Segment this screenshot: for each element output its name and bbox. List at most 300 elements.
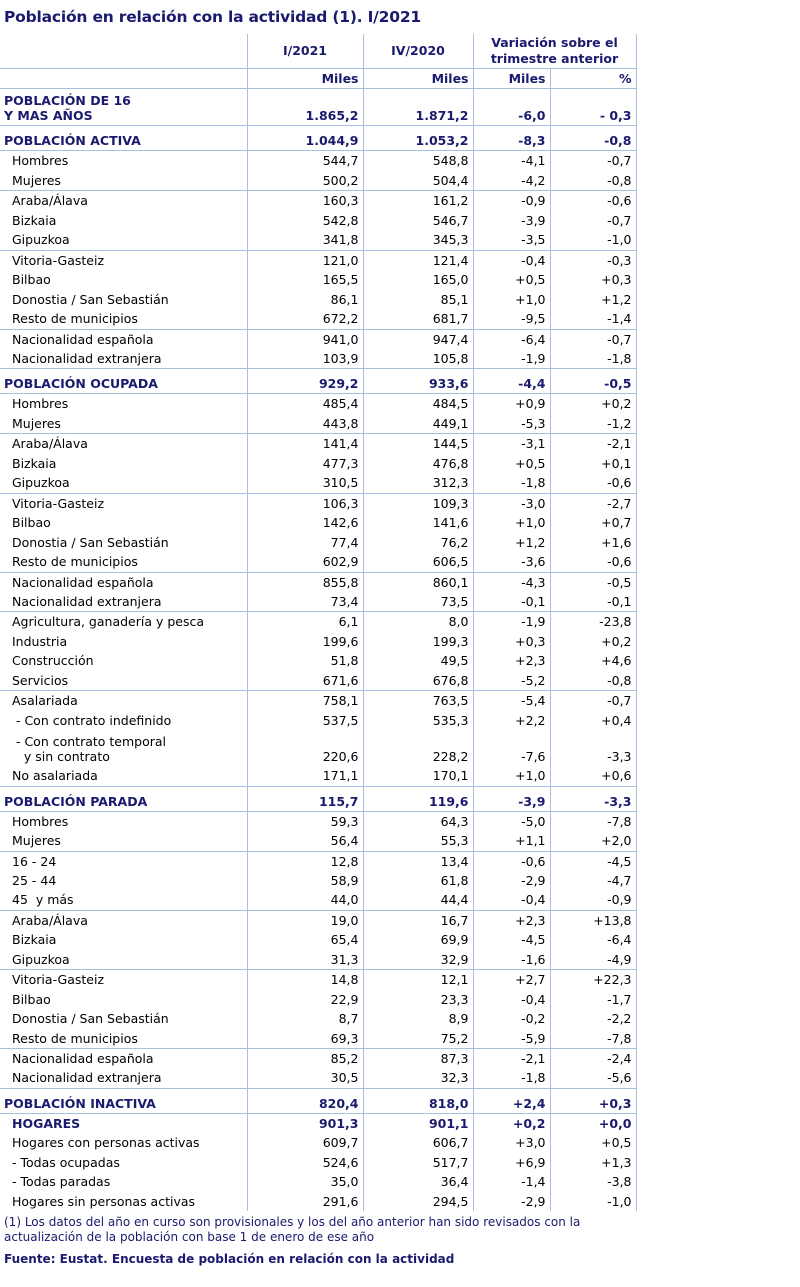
cell-value: -7,8 bbox=[550, 811, 636, 831]
table-row bbox=[0, 970, 636, 990]
cell-value: +2,3 bbox=[473, 910, 550, 930]
cell-value: 61,8 bbox=[363, 871, 473, 890]
table-row bbox=[0, 191, 636, 211]
row-label: Gipuzkoa bbox=[0, 473, 247, 493]
table-row bbox=[0, 434, 636, 454]
cell-value: 76,2 bbox=[363, 533, 473, 552]
cell-value: -3,3 bbox=[550, 786, 636, 811]
cell-value: 87,3 bbox=[363, 1049, 473, 1069]
cell-value: 671,6 bbox=[247, 671, 363, 691]
cell-value: 609,7 bbox=[247, 1133, 363, 1152]
cell-value: 31,3 bbox=[247, 950, 363, 970]
cell-value: -2,4 bbox=[550, 1049, 636, 1069]
cell-value: 12,8 bbox=[247, 851, 363, 871]
cell-value: -1,9 bbox=[473, 612, 550, 632]
table-row bbox=[0, 126, 636, 151]
cell-value: -1,8 bbox=[473, 473, 550, 493]
units-empty-cell bbox=[0, 69, 247, 89]
row-label: POBLACIÓN ACTIVA bbox=[0, 126, 247, 151]
cell-value: 544,7 bbox=[247, 151, 363, 171]
cell-value: -0,6 bbox=[550, 552, 636, 572]
row-label: POBLACIÓN OCUPADA bbox=[0, 369, 247, 394]
table-row bbox=[0, 151, 636, 171]
cell-value: +0,6 bbox=[550, 766, 636, 786]
header-col-current: I/2021 bbox=[247, 34, 363, 69]
cell-value: 345,3 bbox=[363, 230, 473, 250]
cell-value: +0,4 bbox=[550, 711, 636, 730]
cell-value: 13,4 bbox=[363, 851, 473, 871]
cell-value: -0,7 bbox=[550, 151, 636, 171]
row-label: Nacionalidad española bbox=[12, 331, 154, 347]
row-label-line1: POBLACIÓN DE 16 bbox=[4, 93, 131, 109]
footnote: (1) Los datos del año en curso son provisionales y los del año anterior han sido revisados con la actualización de la población con base 1 de enero de ese año bbox=[4, 1215, 581, 1244]
cell-value: 86,1 bbox=[247, 290, 363, 309]
row-label: 16 - 24 bbox=[12, 853, 57, 869]
cell-value: -0,8 bbox=[550, 171, 636, 191]
cell-value: 165,5 bbox=[247, 270, 363, 289]
table-row bbox=[0, 766, 636, 786]
row-label: 45 y más bbox=[0, 890, 247, 910]
cell-value: -4,4 bbox=[473, 369, 550, 394]
cell-value: -5,9 bbox=[473, 1029, 550, 1049]
cell-value: -4,2 bbox=[473, 171, 550, 191]
cell-value: -3,9 bbox=[473, 786, 550, 811]
cell-value: -3,0 bbox=[473, 493, 550, 513]
cell-value: +1,2 bbox=[473, 533, 550, 552]
cell-value: -23,8 bbox=[550, 612, 636, 632]
row-label: Hogares sin personas activas bbox=[12, 1193, 196, 1209]
cell-value: -3,5 bbox=[473, 230, 550, 250]
cell-value: -9,5 bbox=[473, 309, 550, 329]
row-label: - Con contrato indefinido bbox=[12, 712, 172, 728]
header-variation-line1: Variación sobre el bbox=[491, 35, 618, 50]
row-label: Araba/Álava bbox=[12, 193, 88, 209]
cell-value: 312,3 bbox=[363, 473, 473, 493]
cell-value: +0,3 bbox=[550, 1088, 636, 1113]
row-label: Hombres bbox=[12, 813, 69, 829]
cell-value: 75,2 bbox=[363, 1029, 473, 1049]
row-label: Araba/Álava bbox=[12, 912, 88, 928]
cell-value: 85,1 bbox=[363, 290, 473, 309]
cell-value: 602,9 bbox=[247, 552, 363, 572]
table-row bbox=[0, 552, 636, 572]
table-row bbox=[0, 309, 636, 329]
row-label: Nacionalidad española bbox=[12, 574, 154, 590]
cell-value: -2,1 bbox=[473, 1049, 550, 1069]
row-label: Bilbao bbox=[12, 991, 51, 1007]
cell-value: +2,7 bbox=[473, 970, 550, 990]
cell-value: 820,4 bbox=[247, 1088, 363, 1113]
cell-value: -7,8 bbox=[550, 1029, 636, 1049]
cell-value: 171,1 bbox=[247, 766, 363, 786]
cell-value: 477,3 bbox=[247, 454, 363, 473]
table-row bbox=[0, 349, 636, 369]
cell-value: 142,6 bbox=[247, 513, 363, 532]
cell-value: 69,3 bbox=[247, 1029, 363, 1049]
units-col3: Miles bbox=[473, 69, 550, 89]
table-row bbox=[0, 89, 636, 126]
cell-value: 19,0 bbox=[247, 910, 363, 930]
cell-value: 933,6 bbox=[363, 369, 473, 394]
row-label: Resto de municipios bbox=[0, 552, 247, 572]
cell-value: 763,5 bbox=[363, 691, 473, 711]
cell-value: -0,4 bbox=[473, 990, 550, 1009]
cell-value: 103,9 bbox=[247, 349, 363, 369]
cell-value: 758,1 bbox=[247, 691, 363, 711]
header-empty-cell bbox=[0, 34, 247, 69]
row-label: Industria bbox=[12, 633, 68, 649]
row-label: Hombres bbox=[12, 153, 69, 169]
cell-value: 1.871,2 bbox=[363, 89, 473, 126]
cell-value: +0,2 bbox=[550, 632, 636, 651]
cell-value: -0,3 bbox=[550, 250, 636, 270]
cell-value: - 0,3 bbox=[550, 89, 636, 126]
cell-value: +1,3 bbox=[550, 1153, 636, 1172]
cell-value: 30,5 bbox=[247, 1068, 363, 1088]
row-label: Donostia / San Sebastián bbox=[12, 291, 169, 307]
cell-value: 160,3 bbox=[247, 191, 363, 211]
cell-value: 51,8 bbox=[247, 651, 363, 670]
row-label: Construcción bbox=[12, 653, 94, 669]
cell-value: -1,6 bbox=[473, 950, 550, 970]
table-row bbox=[0, 211, 636, 230]
cell-value: 199,3 bbox=[363, 632, 473, 651]
cell-value: 8,7 bbox=[247, 1009, 363, 1028]
cell-value: 818,0 bbox=[363, 1088, 473, 1113]
cell-value: -1,4 bbox=[550, 309, 636, 329]
cell-value: 537,5 bbox=[247, 711, 363, 730]
cell-value: -0,6 bbox=[473, 851, 550, 871]
row-label: Bilbao bbox=[12, 272, 51, 288]
table-row bbox=[0, 1009, 636, 1028]
table-row bbox=[0, 572, 636, 592]
row-label: Vitoria-Gasteiz bbox=[12, 972, 105, 988]
header-col-previous: IV/2020 bbox=[363, 34, 473, 69]
row-label: Hombres bbox=[12, 396, 69, 412]
cell-value: 170,1 bbox=[363, 766, 473, 786]
cell-value: -3,9 bbox=[473, 211, 550, 230]
cell-value: 14,8 bbox=[247, 970, 363, 990]
cell-value: 59,3 bbox=[247, 811, 363, 831]
cell-value: -1,0 bbox=[550, 230, 636, 250]
cell-value: -4,7 bbox=[550, 871, 636, 890]
cell-value: -6,4 bbox=[550, 930, 636, 949]
cell-value: 77,4 bbox=[247, 533, 363, 552]
cell-value: 860,1 bbox=[363, 572, 473, 592]
cell-value: -0,7 bbox=[550, 691, 636, 711]
cell-value: +0,5 bbox=[473, 454, 550, 473]
row-label: Servicios bbox=[0, 671, 247, 691]
cell-value: -0,7 bbox=[550, 329, 636, 349]
cell-value: 524,6 bbox=[247, 1153, 363, 1172]
cell-value: +0,2 bbox=[550, 394, 636, 414]
cell-value: -4,9 bbox=[550, 950, 636, 970]
cell-value: 8,0 bbox=[363, 612, 473, 632]
data-table-wrapper bbox=[0, 34, 637, 1211]
table-row bbox=[0, 1192, 636, 1211]
row-label: - Todas ocupadas bbox=[12, 1154, 120, 1170]
cell-value: -0,6 bbox=[550, 191, 636, 211]
row-label: Vitoria-Gasteiz bbox=[12, 495, 105, 511]
cell-value: 85,2 bbox=[247, 1049, 363, 1069]
cell-value: -0,5 bbox=[550, 369, 636, 394]
cell-value: +1,6 bbox=[550, 533, 636, 552]
table-row bbox=[0, 871, 636, 890]
table-row bbox=[0, 171, 636, 191]
header-variation-line2: trimestre anterior bbox=[490, 51, 619, 66]
cell-value: +0,5 bbox=[473, 270, 550, 289]
cell-value: 22,9 bbox=[247, 990, 363, 1009]
cell-value: +13,8 bbox=[550, 910, 636, 930]
cell-value: -0,7 bbox=[550, 211, 636, 230]
table-row bbox=[0, 414, 636, 434]
table-row bbox=[0, 671, 636, 691]
cell-value: -1,4 bbox=[473, 1172, 550, 1191]
row-label: Asalariada bbox=[12, 693, 78, 709]
cell-value: 443,8 bbox=[247, 414, 363, 434]
cell-value: -0,8 bbox=[550, 126, 636, 151]
table-row bbox=[0, 890, 636, 910]
cell-value: 8,9 bbox=[363, 1009, 473, 1028]
row-label: Nacionalidad extranjera bbox=[0, 592, 247, 612]
cell-value: 901,3 bbox=[247, 1113, 363, 1133]
cell-value: -1,9 bbox=[473, 349, 550, 369]
table-row bbox=[0, 691, 636, 711]
cell-value: -1,8 bbox=[550, 349, 636, 369]
cell-value: 23,3 bbox=[363, 990, 473, 1009]
row-label: Bizkaia bbox=[12, 455, 57, 471]
row-label: Resto de municipios bbox=[0, 1029, 247, 1049]
row-label-line2: y sin contrato bbox=[12, 749, 110, 765]
row-label: Agricultura, ganadería y pesca bbox=[12, 614, 205, 630]
cell-value: 855,8 bbox=[247, 572, 363, 592]
table-row bbox=[0, 910, 636, 930]
table-row bbox=[0, 454, 636, 473]
cell-value: +6,9 bbox=[473, 1153, 550, 1172]
table-row bbox=[0, 1029, 636, 1049]
cell-value: 504,4 bbox=[363, 171, 473, 191]
table-row bbox=[0, 1049, 636, 1069]
cell-value: 69,9 bbox=[363, 930, 473, 949]
cell-value: 121,0 bbox=[247, 250, 363, 270]
table-row bbox=[0, 786, 636, 811]
row-label: Gipuzkoa bbox=[0, 950, 247, 970]
cell-value: 56,4 bbox=[247, 831, 363, 851]
cell-value: +1,0 bbox=[473, 766, 550, 786]
cell-value: +1,0 bbox=[473, 513, 550, 532]
cell-value: -0,6 bbox=[550, 473, 636, 493]
cell-value: 449,1 bbox=[363, 414, 473, 434]
cell-value: -2,2 bbox=[550, 1009, 636, 1028]
table-row bbox=[0, 1172, 636, 1191]
cell-value: 291,6 bbox=[247, 1192, 363, 1211]
row-label: POBLACIÓN PARADA bbox=[0, 786, 247, 811]
row-label-line1: - Con contrato temporal bbox=[12, 734, 167, 750]
table-row bbox=[0, 730, 636, 766]
cell-value: +2,4 bbox=[473, 1088, 550, 1113]
cell-value: 676,8 bbox=[363, 671, 473, 691]
cell-value: 58,9 bbox=[247, 871, 363, 890]
table-row bbox=[0, 930, 636, 949]
cell-value: 681,7 bbox=[363, 309, 473, 329]
cell-value: +0,9 bbox=[473, 394, 550, 414]
cell-value: 672,2 bbox=[247, 309, 363, 329]
table-row bbox=[0, 394, 636, 414]
cell-value: 141,6 bbox=[363, 513, 473, 532]
cell-value: 228,2 bbox=[363, 730, 473, 766]
activity-table bbox=[0, 34, 637, 1211]
cell-value: 121,4 bbox=[363, 250, 473, 270]
cell-value: -3,1 bbox=[473, 434, 550, 454]
row-label-line2: Y MAS AÑOS bbox=[4, 108, 93, 124]
cell-value: +4,6 bbox=[550, 651, 636, 670]
cell-value: +0,0 bbox=[550, 1113, 636, 1133]
cell-value: 1.865,2 bbox=[247, 89, 363, 126]
table-row bbox=[0, 230, 636, 250]
cell-value: -6,4 bbox=[473, 329, 550, 349]
cell-value: -0,5 bbox=[550, 572, 636, 592]
cell-value: +2,2 bbox=[473, 711, 550, 730]
cell-value: 32,3 bbox=[363, 1068, 473, 1088]
cell-value: -0,4 bbox=[473, 250, 550, 270]
cell-value: -5,6 bbox=[550, 1068, 636, 1088]
cell-value: -3,8 bbox=[550, 1172, 636, 1191]
cell-value: 341,8 bbox=[247, 230, 363, 250]
row-label: Mujeres bbox=[0, 414, 247, 434]
cell-value: +0,7 bbox=[550, 513, 636, 532]
cell-value: -2,9 bbox=[473, 1192, 550, 1211]
cell-value: -1,0 bbox=[550, 1192, 636, 1211]
cell-value: 119,6 bbox=[363, 786, 473, 811]
cell-value: +0,5 bbox=[550, 1133, 636, 1152]
table-row bbox=[0, 473, 636, 493]
cell-value: -1,8 bbox=[473, 1068, 550, 1088]
row-label: Resto de municipios bbox=[0, 309, 247, 329]
cell-value: 500,2 bbox=[247, 171, 363, 191]
cell-value: +1,0 bbox=[473, 290, 550, 309]
row-label: POBLACIÓN INACTIVA bbox=[0, 1088, 247, 1113]
header-row bbox=[0, 34, 636, 69]
table-row bbox=[0, 513, 636, 532]
source-note: Fuente: Eustat. Encuesta de población en relación con la actividad bbox=[4, 1252, 455, 1266]
cell-value: -2,1 bbox=[550, 434, 636, 454]
row-label bbox=[0, 89, 247, 126]
cell-value: 141,4 bbox=[247, 434, 363, 454]
cell-value: -0,1 bbox=[473, 592, 550, 612]
table-row bbox=[0, 1068, 636, 1088]
cell-value: -5,3 bbox=[473, 414, 550, 434]
cell-value: -5,0 bbox=[473, 811, 550, 831]
row-label: Bizkaia bbox=[12, 932, 57, 948]
cell-value: -0,9 bbox=[550, 890, 636, 910]
cell-value: 73,5 bbox=[363, 592, 473, 612]
row-label bbox=[0, 730, 247, 766]
cell-value: -0,1 bbox=[550, 592, 636, 612]
cell-value: 44,4 bbox=[363, 890, 473, 910]
cell-value: 36,4 bbox=[363, 1172, 473, 1191]
units-col4: % bbox=[550, 69, 636, 89]
units-col2: Miles bbox=[363, 69, 473, 89]
cell-value: 901,1 bbox=[363, 1113, 473, 1133]
cell-value: 548,8 bbox=[363, 151, 473, 171]
cell-value: 115,7 bbox=[247, 786, 363, 811]
cell-value: -3,3 bbox=[550, 730, 636, 766]
table-row bbox=[0, 493, 636, 513]
cell-value: -0,9 bbox=[473, 191, 550, 211]
cell-value: 517,7 bbox=[363, 1153, 473, 1172]
table-row bbox=[0, 1088, 636, 1113]
cell-value: 199,6 bbox=[247, 632, 363, 651]
row-label: Vitoria-Gasteiz bbox=[12, 252, 105, 268]
cell-value: -3,6 bbox=[473, 552, 550, 572]
table-row bbox=[0, 990, 636, 1009]
table-row bbox=[0, 711, 636, 730]
row-label: Araba/Álava bbox=[12, 436, 88, 452]
cell-value: -6,0 bbox=[473, 89, 550, 126]
row-label: - Todas paradas bbox=[12, 1174, 111, 1190]
cell-value: 44,0 bbox=[247, 890, 363, 910]
cell-value: 947,4 bbox=[363, 329, 473, 349]
cell-value: +0,3 bbox=[473, 632, 550, 651]
cell-value: 161,2 bbox=[363, 191, 473, 211]
table-row bbox=[0, 533, 636, 552]
row-label: Donostia / San Sebastián bbox=[12, 534, 169, 550]
row-label: Bilbao bbox=[12, 515, 51, 531]
table-row bbox=[0, 250, 636, 270]
row-label: No asalariada bbox=[0, 766, 247, 786]
cell-value: 941,0 bbox=[247, 329, 363, 349]
row-label: HOGARES bbox=[12, 1115, 81, 1131]
table-row bbox=[0, 270, 636, 289]
cell-value: 542,8 bbox=[247, 211, 363, 230]
table-row bbox=[0, 1113, 636, 1133]
cell-value: -0,8 bbox=[550, 671, 636, 691]
table-row bbox=[0, 950, 636, 970]
cell-value: 32,9 bbox=[363, 950, 473, 970]
table-row bbox=[0, 612, 636, 632]
cell-value: 546,7 bbox=[363, 211, 473, 230]
cell-value: 606,5 bbox=[363, 552, 473, 572]
table-title: Población en relación con la actividad (1). I/2021 bbox=[4, 8, 421, 26]
cell-value: +2,0 bbox=[550, 831, 636, 851]
cell-value: -4,1 bbox=[473, 151, 550, 171]
cell-value: 55,3 bbox=[363, 831, 473, 851]
table-row bbox=[0, 851, 636, 871]
cell-value: 1.053,2 bbox=[363, 126, 473, 151]
table-row bbox=[0, 1153, 636, 1172]
cell-value: 6,1 bbox=[247, 612, 363, 632]
cell-value: 484,5 bbox=[363, 394, 473, 414]
cell-value: 105,8 bbox=[363, 349, 473, 369]
cell-value: 535,3 bbox=[363, 711, 473, 730]
table-row bbox=[0, 632, 636, 651]
table-row bbox=[0, 651, 636, 670]
units-row bbox=[0, 69, 636, 89]
cell-value: +0,1 bbox=[550, 454, 636, 473]
cell-value: 606,7 bbox=[363, 1133, 473, 1152]
cell-value: -4,5 bbox=[550, 851, 636, 871]
row-label: Nacionalidad española bbox=[12, 1051, 154, 1067]
cell-value: 165,0 bbox=[363, 270, 473, 289]
cell-value: 485,4 bbox=[247, 394, 363, 414]
cell-value: -5,2 bbox=[473, 671, 550, 691]
cell-value: 106,3 bbox=[247, 493, 363, 513]
cell-value: 109,3 bbox=[363, 493, 473, 513]
row-label: Mujeres bbox=[0, 831, 247, 851]
cell-value: 476,8 bbox=[363, 454, 473, 473]
table-row bbox=[0, 831, 636, 851]
cell-value: 220,6 bbox=[247, 730, 363, 766]
